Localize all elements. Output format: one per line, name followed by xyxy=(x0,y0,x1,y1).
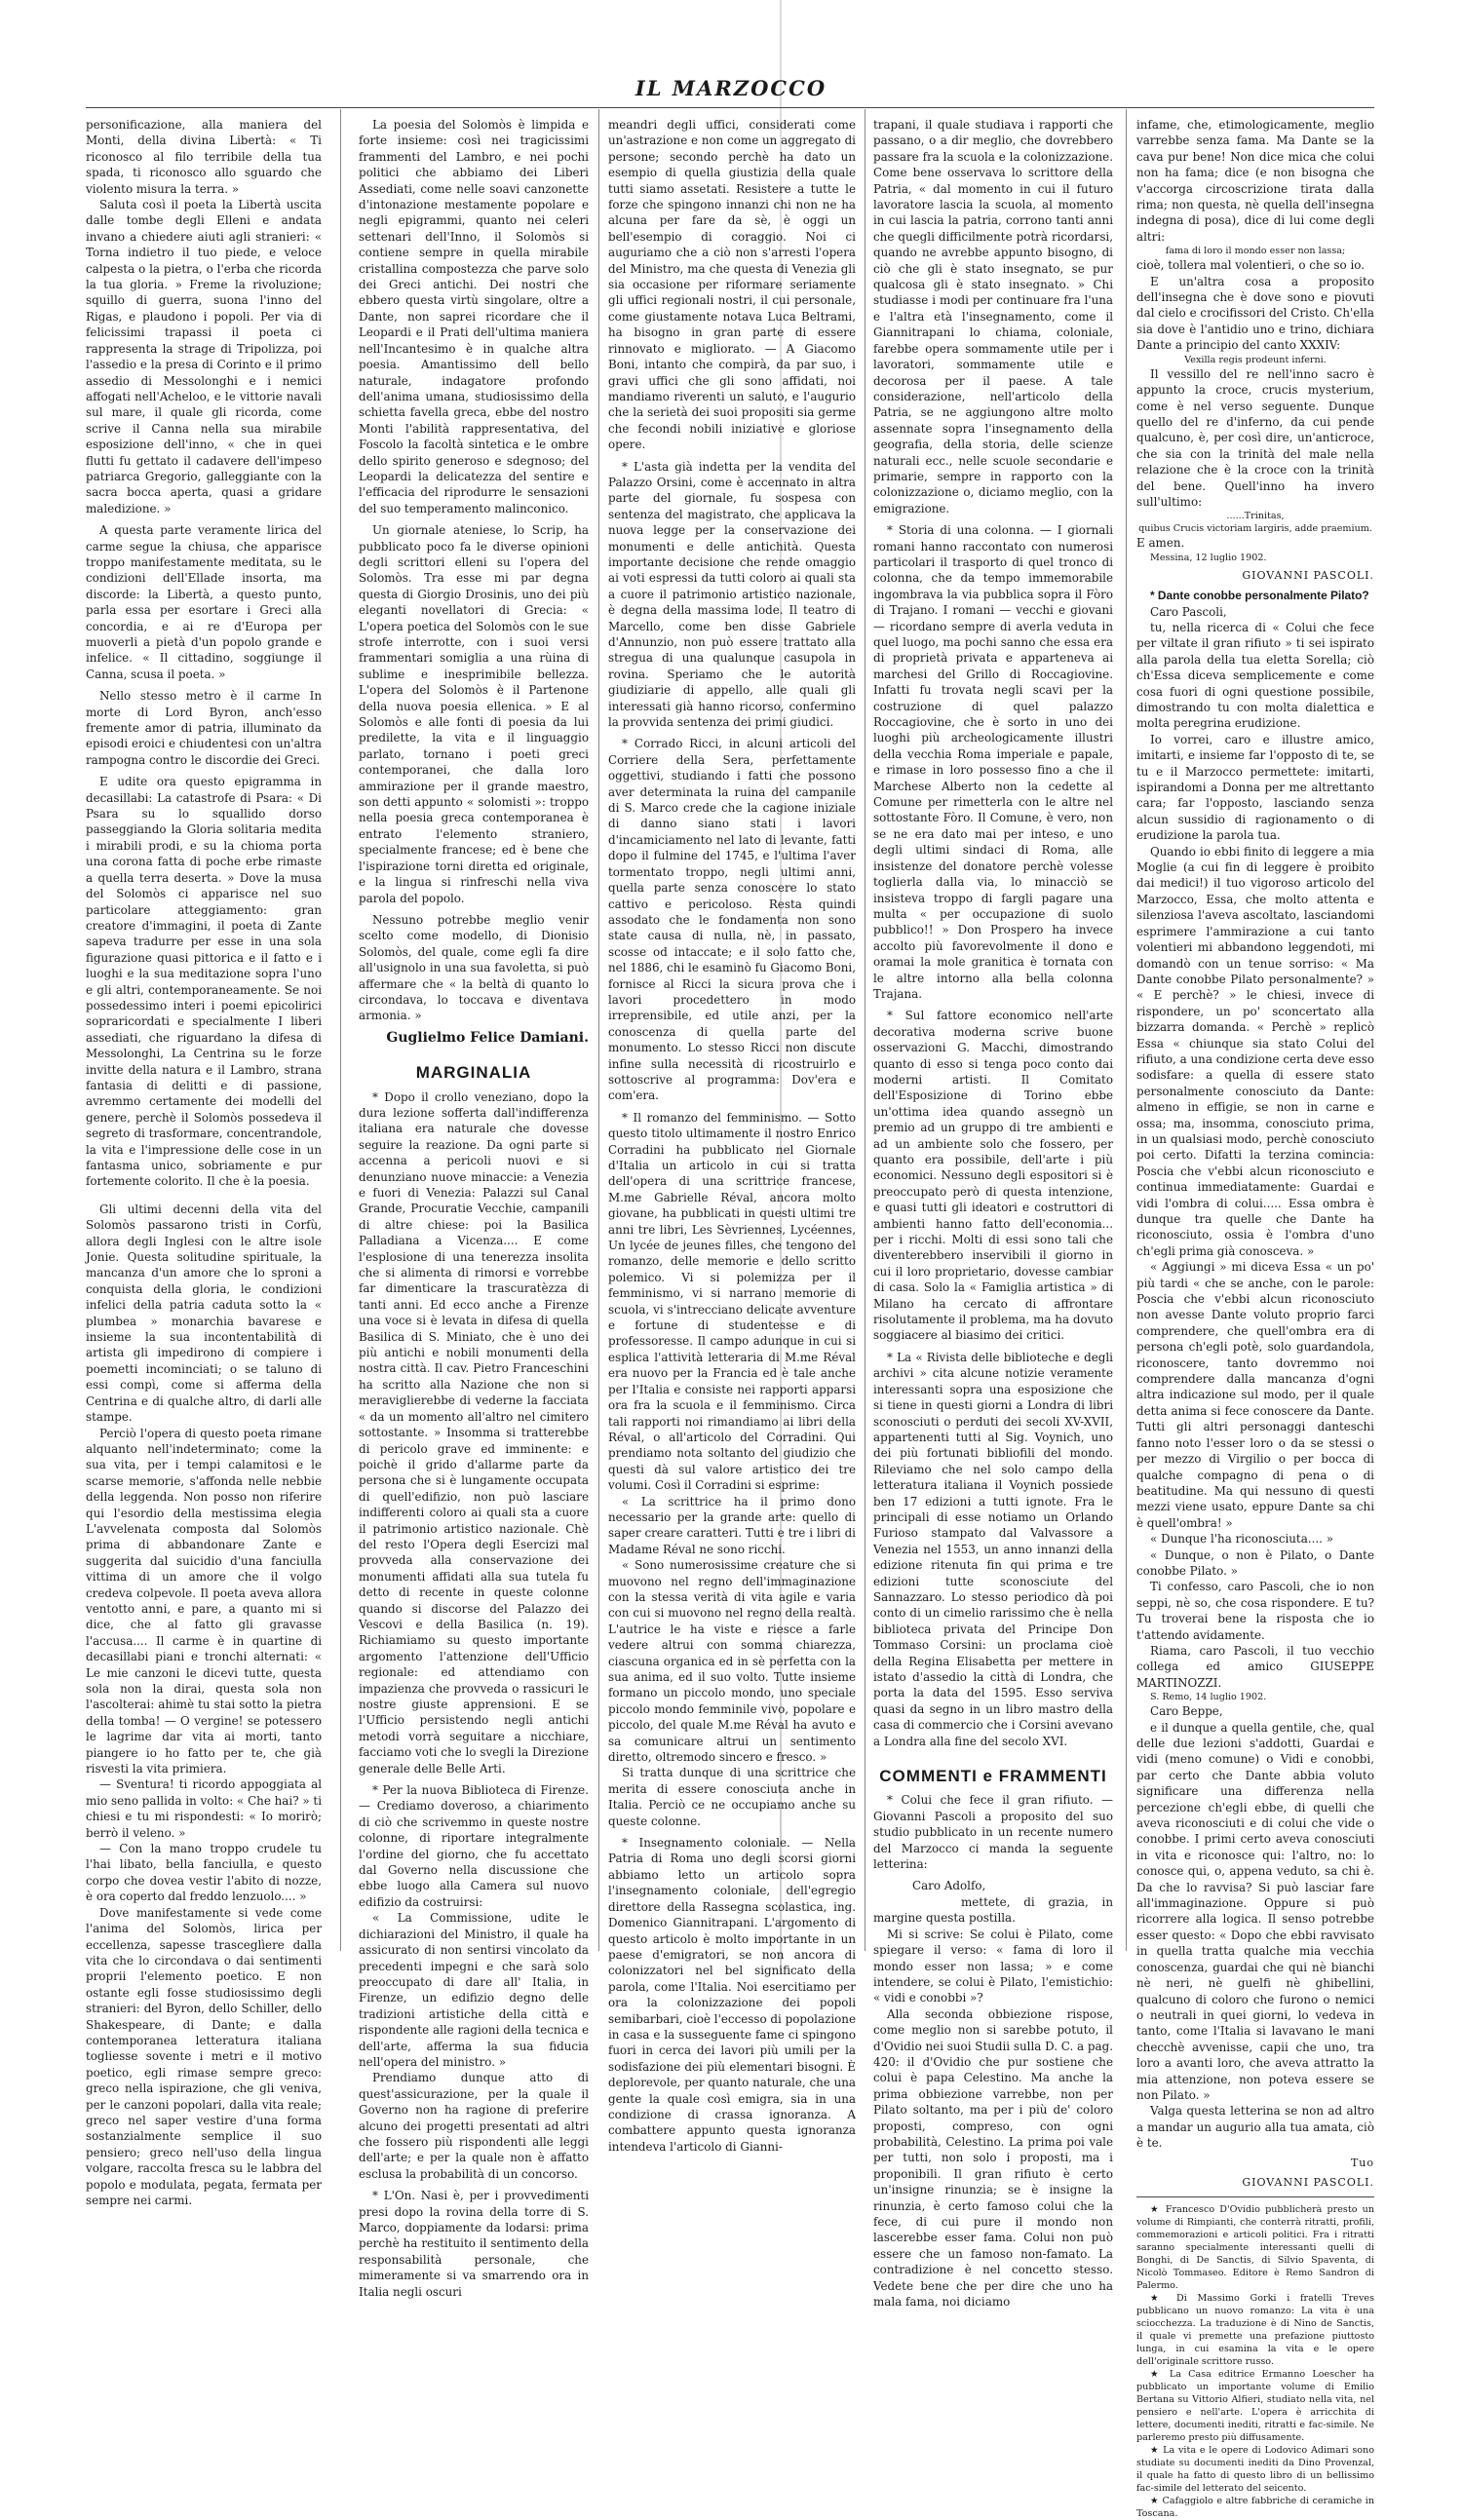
paragraph: Si tratta dunque di una scrittrice che merita di essere conosciuta anche in Italia. Perciò ce ne occupiamo anche su queste colonne. xyxy=(608,1766,856,1828)
paragraph: * Dopo il crollo veneziano, dopo la dura lezione sofferta dall'indifferenza italiana era naturale che dovesse seguire la reazione. Da ogni parte si accenna a pericoli nuovi e si denunziano nuove minaccie: a Venezia e fuori di Venezia: Palazzi sul Canal Grande, Procuratie Vecchie, campanili di altre chiese: poi la Basilica Palladiana a Vicenza.... E come l'esplosione di una tenerezza insolita che si alimenta di rimorsi e vorrebbe far dimenticare la trascuratèzza di tanti anni. Ed ecco anche a Firenze una voce si è levata in difesa di quella Basilica di S. Miniato, che è uno dei più antichi e nobili monumenti della nostra città. Il cav. Pietro Franceschini ha scritto alla Nazione che non si meraviglierebbe di vederne la facciata « da un momento all'altro nel cimitero sottostante. » Insomma si tratterebbe di pericolo grave ed imminente: e poichè il grido d'allarme parte da persona che si è lungamente occupata di quell'edifizio, non può lasciare indifferenti coloro ai quali sta a cuore il patrimonio artistico nazionale. Chè del resto l'Opera degli Esercizi mal provveda alla conservazione dei monumenti affidati alla sua tutela fu detto di recente in queste colonne quando si discorse del Palazzo dei Vescovi e della Basilica (n. 19). Richiamiamo su questo importante argomento l'attenzione dell'Ufficio regionale: ed attendiamo con impazienza che provveda o rassicuri le nostre giuste apprensioni. E se l'Ufficio persistendo negli antichi metodi vorrà seguitare a nicchiare, facciamo voti che lo svegli la Direzione generale delle Belle Arti. xyxy=(359,1089,589,1775)
paragraph: * Colui che fece il gran rifiuto. — Giovanni Pascoli a proposito del suo studio pubblicato in un recente numero del Marzocco ci manda la seguente letterina: xyxy=(873,1793,1113,1872)
dateline: S. Remo, 14 luglio 1902. xyxy=(1150,1692,1267,1703)
column-4 xyxy=(873,117,1113,2310)
paragraph: Ti confesso, caro Pascoli, che io non seppi, nè so, che cosa rispondere. E tu? Tu troverai bene la risposta che io t'attendo avidamente. xyxy=(1136,1580,1374,1642)
note-item: ★ Di Massimo Gorki i fratelli Treves pubblicano un nuovo romanzo: La vita è una sciocchezza. La traduzione è di Nino de Sanctis, il quale vi premette una prefazione piuttosto lunga, in cui esamina la vita e le opere dell'originale scrittore russo. xyxy=(1136,2293,1374,2368)
paragraph: « La scrittrice ha il primo dono necessario per la grande arte: quello di saper creare caratteri. Tutti e tre i libri di Madame Réval ne sono ricchi. xyxy=(608,1494,856,1556)
paragraph: * Sul fattore economico nell'arte decorativa moderna scrive buone osservazioni G. Macchi, dimostrando quanto di esso si tenga poco conto dai moderni artisti. Il Comitato dell'Esposizione di Torino ebbe un'ottima idea quando assegnò un premio ad un gruppo di tre ambienti e ad un ambiente solo che fossero, per quanto era possibile, dell'arte i più economici. Nessuno degli espositori si è preoccupato però di questa intenzione, e quasi tutti gli ideatori e costruttori di ambienti hanno fatto dell'economia... per i ricchi. Molti di essi sono tali che diventerebbero inservibili il giorno in cui il loro proprietario, dovesse cambiar di casa. Solo la « Famiglia artistica » di Milano ha cercato di affrontare risolutamente il problema, ma ha dovuto soggiacere al biasimo dei critici. xyxy=(873,1009,1113,1343)
verse-quote: Vexilla regis prodeunt inferni. xyxy=(1184,354,1327,365)
paragraph: Gli ultimi decenni della vita del Solomòs passarono tristi in Corfù, allora degli Inglesi con le altre isole Jonie. Questa solitudine spirituale, la mancanza d'un amore che lo sproni a conquista della gloria, le condizioni infelici della patria caduta sotto la « plumbea » monarchia bavarese e insieme la sua incontentabilità di artista gli impedirono di compiere i poemetti incominciati; o se taluno di essi compì, come si afferma della Centrina e di qualche altro, di darli alle stampe. xyxy=(86,1202,322,1425)
paragraph: — Sventura! ti ricordo appoggiata al mio seno pallida in volto: « Che hai? » ti chiesi e tu mi rispondesti: « Io morirò; berrò il veleno. » xyxy=(86,1777,322,1840)
note-item: ★ Cafaggiolo e altre fabbriche di ceramiche in Toscana. xyxy=(1136,2496,1374,2520)
column-1 xyxy=(86,117,322,2207)
paragraph: E udite ora questo epigramma in decasillabi: La catastrofe di Psara: « Di Psara su lo squallido dorso passeggiando la Gloria solitaria medita i mirabili prodi, e su la chioma porta una corona fatta di poche erbe rimaste a quella terra deserta. » Dove la musa del Solomòs ci apparisce nel suo particolare atteggiamento: gran creatore d'immagini, il poeta di Zante sapeva tradurre per esse in una sola figurazione quasi pittorica e il fatto e i luoghi e la sua meditazione sopra l'uno e gli altri, contemporaneamente. Se noi possedessimo interi i poemi epicolirici sopraricordati e specialmente I liberi assediati, che riguardano la difesa di Messolonghi, La Centrina su le forze invitte della natura e il Lambro, strana fantasia di delitti e di passione, avremmo certamente dei modelli del genere, perchè il Solomòs possedeva il segreto di trasformare, concentrandole, la vita e l'impressione delle cose in un fantasma unico, sobriamente e pur fortemente colorito. Il che è la poesia. xyxy=(86,775,322,1189)
author-signature: Guglielmo Felice Damiani. xyxy=(386,1029,589,1046)
paragraph: * Storia di una colonna. — I giornali romani hanno raccontato con numerosi particolari il trasporto di quel tronco di colonna, che da tempo immemorabile ingombrava la via pubblica sopra il Fòro di Trajano. I romani — vecchi e giovani — ricordano sempre di averla veduta in quel luogo, ma pochi sanno che essa era di proprietà privata e apparteneva ai marchesi del Grillo di Roccagiovine. Infatti fu trovata negli scavi per la costruzione di quel palazzo Roccagiovine, che è sorto in uno dei luoghi più archeologicamente illustri della vecchia Roma imperiale e papale, e rimase in loro possesso fino a che il Marchese Alberto non la cedette al Comune per rimetterla con le altre nel sottostante Fòro. Il Comune, è vero, non se ne era dato mai per inteso, e uno degli ultimi sindaci di Roma, alle insistenze del donatore perchè volesse toglierla dalla via, lo minacciò se insisteva troppo di fargli pagare una multa « per occupazione di suolo pubblico!! » Don Prospero ha invece accolto più favorevolmente il dono e oramai la mole granitica è tornata con le altre intorno alla bella colonna Trajana. xyxy=(873,523,1113,1001)
paragraph: * Per la nuova Biblioteca di Firenze. — Crediamo doveroso, a chiarimento di ciò che scrivemmo in queste nostre colonne, di riportare integralmente l'ordine del giorno, che fu accettato dal Governo nella discussione che ebbe luogo alla Camera sul nuovo edifizio da costruirsi: xyxy=(359,1783,589,1909)
paragraph: Perciò l'opera di questo poeta rimane alquanto nell'indeterminato; come la sua vita, per i tempi calamitosi e le scarse memorie, s'affonda nelle nebbie della leggenda. Non posso non riferire qui l'esordio della mestissima elegia L'avvelenata composta dal Solomòs prima di abbandonare Zante e suggerita dal suicidio d'una fanciulla vittima di un amore che il volgo credeva colpevole. Il poeta aveva allora ventotto anni, e pare, a quanto mi si dice, che al fatto gli gravasse l'accusa.... Il carme è in quartine di decasillabi piani e tronchi alternati: « Le mie canzoni le dicevi tutte, questa sola non la dirai, questa sola non l'ascolterai: ahimè tu stai sotto la pietra della tomba! — O vergine! se potessero le lagrime dar vita ai morti, tanto piangere io ho fatto per te, che già risvesti la vita primiera. xyxy=(86,1426,322,1776)
paragraph: E amen. xyxy=(1136,536,1185,551)
paragraph: Nello stesso metro è il carme In morte di Lord Byron, anch'esso fremente amor di patria, illuminato da episodi eroici e chiudentesi con un'altra rampogna contro le discordie dei Greci. xyxy=(86,689,322,767)
paragraph: * Insegnamento coloniale. — Nella Patria di Roma uno degli scorsi giorni abbiamo letto un articolo sopra l'insegnamento coloniale, dell'egregio direttore della Rassegna scolastica, ing. Domenico Giannitrapani. L'argomento di questo articolo è molto importante in un paese d'emigratori, se non ancora di colonizzatori nel bel significato della parola, come l'Italia. Noi esercitiamo per ora la colonizzazione dei popoli semibarbari, cioè l'eccesso di popolazione in casa e la susseguente fame ci spingono fuori in cerca dei lavori più umili per la sodisfazione dei più elementari bisogni. È deplorevole, per quanto naturale, che una gente la quale così emigra, sia in una condizione di crassa ignoranza. A combattere appunto questa ignoranza intendeva l'articolo di Gianni- xyxy=(608,1836,856,2154)
paragraph: * L'On. Nasi è, per i provvedimenti presi dopo la rovina della torre di S. Marco, doppiamente da lodarsi: prima perchè ha restituito il sentimento della responsabilità personale, che mimeramente si va smarrendo ora in Italia negli oscuri xyxy=(359,2189,589,2299)
author-signature: GIOVANNI PASCOLI. xyxy=(1242,2175,1374,2189)
paragraph: « Aggiungi » mi diceva Essa « un po' più tardi « che se anche, con le parole: Poscia che v'ebbi alcun riconosciuto non avesse Dante voluto proprio farci comprendere, che quell'ombra era di persona ch'egli potè, solo guardandola, riconoscere, tanto dovremmo noi comprendere dalla mancanza d'ogni altra indicazione sul modo, per il quale detta anima si fece conoscere da Dante. Tutti gli altri personaggi danteschi fanno noto l'esser loro o da se stessi o per mezzo di Virgilio o per bocca di qualche compagno di pena o di beatitudine. Ma qui nessuno di questi mezzi viene usato, eppure Dante sa chi è quell'ombra! » xyxy=(1136,1260,1374,1530)
paragraph: * Il romanzo del femminismo. — Sotto questo titolo ultimamente il nostro Enrico Corradini ha pubblicato nel Giornale d'Italia un articolo in cui si tratta dell'opera di una scrittrice francese, M.me Gabrielle Réval, ancora molto giovane, ha pubblicati in questi ultimi tre anni tre libri, Les Sèvriennes, Lycéennes, Un lycée de jeunes filles, che tengono del romanzo, delle memorie e dello scritto polemico. Vi si polemizza per il femminismo, vi si narrano memorie di scuola, vi s'intrecciano delicate avventure e fortune di studentesse e di professoresse. Il campo adunque in cui si esplica l'attività letteraria di M.me Réval era nuovo per la Francia ed è tale anche per l'Italia e consiste nei rapporti apparsi ora fra la scuola e il femminismo. Circa tali rapporti noi rimandiamo ai libri della Réval, o all'articolo del Corradini. Qui prendiamo nota soltanto del giudizio che questi dà sul valore artistico dei tre volumi. Così il Corradini si esprime: xyxy=(608,1110,856,1493)
paragraph: cioè, tollera mal volentieri, o che so io. xyxy=(1136,258,1365,273)
paragraph: personificazione, alla maniera del Monti, della divina Libertà: « Ti riconosco al filo terribile della tua spada, ti riconosco allo sguardo che violento misura la terra. » xyxy=(86,118,322,196)
paragraph: « La Commissione, udite le dichiarazioni del Ministro, il quale ha assicurato di non sentirsi vincolato da precedenti impegni e che sarà solo preoccupato di dare all' Italia, in Firenze, un edifizio degno delle tradizioni artistiche della città e rispondente alle ragioni della tecnica e dell'arte, afferma la sua fiducia nell'opera del ministro. » xyxy=(359,1911,589,2069)
column-divider xyxy=(1126,109,1127,1951)
note-item: ★ La Casa editrice Ermanno Loescher ha pubblicato un importante volume di Emilio Bertana su Vittorio Alfieri, studiato nella vita, nel pensiero e nell'arte. L'opera è arricchita di lettere, documenti inediti, ritratti e fac-simile. Ne parleremo presto più diffusamente. xyxy=(1136,2369,1374,2444)
header-rule xyxy=(86,107,1374,108)
column-3 xyxy=(608,117,856,2154)
section-title-commenti: COMMENTI e FRAMMENTI xyxy=(879,1767,1107,1786)
notes-rule xyxy=(1136,2196,1374,2197)
paragraph: Valga questa letterina se non ad altro a mandar un augurio alla tua amata, ciò è te. xyxy=(1136,2104,1374,2151)
paragraph: * Corrado Ricci, in alcuni articoli del Corriere della Sera, perfettamente oggettivi, studiando i fatti che possono aver determinata la ruina del campanile di S. Marco crede che la cagione iniziale di danno siano stati i lavori d'incamiciamento nel lato di levante, fatti dopo il fulmine del 1745, e l'ultima l'aver tormentato troppo, negli ultimi anni, quella parte senza conoscere lo stato cattivo e pericoloso. Resta quindi assodato che le fondamenta non sono state causa di nulla, nè, in passato, scosse od intaccate; e il solo fatto che, nel 1886, chi le esaminò fu Giacomo Boni, fornisce al Ricci la sicura prova che i lavori procedettero in modo irreprensibile, ed utile anzi, per la conoscenza di quella parte del monumento. Lo stesso Ricci non discute infine sulla necessità di ricostruirlo e sottoscrive al programma: Dov'era e com'era. xyxy=(608,737,856,1103)
paragraph: « Dunque, o non è Pilato, o Dante conobbe Pilato. » xyxy=(1136,1547,1374,1578)
column-5 xyxy=(1136,117,1374,2520)
paragraph: Io vorrei, caro e illustre amico, imitarti, e insieme far l'opposto di te, se tu e il Marzocco permettete: imitarti, ispirandomi a Donna per me altrettanto cara; far l'opposto, lasciando senza alcun sussidio di ragionamento o di erudizione la parola tua. xyxy=(1136,732,1374,843)
verse-quote: quibus Crucis victoriam largiris, adde praemium. xyxy=(1138,523,1372,535)
paragraph: trapani, il quale studiava i rapporti che passano, o a dir meglio, che dovrebbero passare fra la scuola e la colonizzazione. Come bene osservava lo scrittore della Patria, « dal momento in cui il futuro lavoratore lascia la scuola, al momento in cui lascia la patria, corrono tanti anni che quegli difficilmente potrà ricordarsi, quando ne avrebbe appunto bisogno, di ciò che gli è stato insegnato, se pur qualcosa gli è stato insegnato. » Chi studiasse i modi per continuare fra l'una e l'altra età l'insegnamento, come il Giannitrapani lo chiama, coloniale, farebbe opera sommamente utile per i lavoratori, sommamente utile e decorosa per il paese. A tale considerazione, nell'articolo della Patria, se ne aggiungono altre molto assennate sopra l'insegnamento della geografia, della storia, delle scienze naturali ecc., nelle scuole secondarie e primarie, sempre in rapporto con la colonizzazione o, diciamo meglio, con la emigrazione. xyxy=(873,118,1113,515)
author-signature: GIOVANNI PASCOLI. xyxy=(1242,568,1374,582)
paragraph: « Sono numerosissime creature che si muovono nel regno dell'immaginazione con la stessa verità di vita agile e varia con cui si muovono nel regno della realtà. L'autrice le ha viste e riesce a farle vedere altrui con somma chiarezza, ciascuna organica ed in sè perfetta con la sua anima, ed il suo volto. Tutte insieme formano un piccolo mondo, uno speciale piccolo mondo femminile vivo, popolare e piccolo, del quale M.me Réval ha avuto e sa comunicare altrui un sentimento diretto, oltremodo sincero e fresco. » xyxy=(608,1558,856,1765)
paragraph: E un'altra cosa a proposito dell'insegna che è dove sono e piovuti dal cielo e crocifissori del Cristo. Ch'ella sia dove è l'antidio uno e trino, dichiara Dante a principio del canto XXXIV: xyxy=(1136,274,1374,353)
paragraph: Prendiamo dunque atto di quest'assicurazione, per la quale il Governo non ha ragione di preferire alcuno dei progetti presentati ad altri che fossero più rispondenti alle leggi dell'arte; e per la quale non è affatto esclusa la probabilità di un concorso. xyxy=(359,2071,589,2181)
paragraph: Alla seconda obbiezione rispose, come meglio non si sarebbe potuto, il d'Ovidio nei suoi Studii sulla D. C. a pag. 420: il d'Ovidio che pur sostiene che colui è papa Celestino. Ma anche la prima obbiezione varrebbe, non per Pilato soltanto, ma per i più de' coloro proposti, compreso, con ogni probabilità, Celestino. La prima poi vale per tutti, non solo i proposti, ma i proponibili. Il gran rifiuto è certo un'insigne rinunzia; se è insigne la rinunzia, è certo famoso colui che la fece, di cui pure il mondo non lascerebbe esser fama. Colui non può essere che un famoso non-famato. La contradizione è nel concetto stesso. Vedete bene che per dire che uno ha mala fama, noi diciamo xyxy=(873,2006,1113,2310)
paragraph: Saluta così il poeta la Libertà uscita dalle tombe degli Elleni e andata invano a chiedere aiuti agli stranieri: « Torna indietro il tuo piede, e veloce calpesta o la pietra, o l'erba che ricorda la tua gloria. » Freme la rivoluzione; squillo di guerra, suona l'inno del Rigas, e plaudono i popoli. Per via di felicissimi trapassi il poeta ci rappresenta la strage di Tripolizza, poi l'assedio e la presa di Corinto e il primo assedio di Messolonghi e i nemici affogati nell'Acheloo, e le vittorie navali sul mare, il quale gli ricorda, come scrive il Canna nella sua mirabile esposizione dell'inno, « che in quei flutti fu gettato il cadavere dell'impeso patriarca Gregorio, galleggiante con la sacra bocca aperta, quasi a gridare maledizione. » xyxy=(86,198,322,515)
paragraph: Dove manifestamente si vede come l'anima del Solomòs, lirica per eccellenza, sapesse trasceglìere dalla vita che lo circondava o dai sentimenti proprii l'elemento poetico. E non ostante egli fosse studiosissimo degli stranieri: del Byron, dello Schiller, dello Shakespeare, di Dante; e dalla contemporanea letteratura italiana togliesse sovente i metri e il motivo poetico, egli rimase sempre greco: greco nella ispirazione, che gli veniva, per le canzoni popolari, dalla vita reale; greco nel saper vestire d'una forma sostanzialmente semplice il suo pensiero; greco nell'uso della lingua volgare, raccolta fresca su le labbra del popolo e modulata, pegata, fermata per sempre nei carmi. xyxy=(86,1905,322,2207)
paragraph: Nessuno potrebbe meglio venir scelto come modello, di Dionisio Solomòs, del quale, come egli fa dire all'usignolo in una sua favoletta, si può affermare che « la beltà di quanto lo circondava, lo toccava e diventava armonia. » xyxy=(359,912,589,1023)
paragraph: * L'asta già indetta per la vendita del Palazzo Orsini, come è accennato in altra parte del giornale, fu sospesa con sentenza del magistrato, che applicava la nuova legge per la conservazione dei monumenti e delle antichità. Questa importante decisione che rende omaggio ai voti espressi da tutti coloro ai quali sta a cuore il patrimonio artistico nazionale, è degna della massima lode. Il teatro di Marcello, come ben disse Gabriele d'Annunzio, non può essere trattato alla stregua di una qualunque casupola in rovina. Speriamo che le autorità giudiziarie di appello, alle quali gli interessati già hanno ricorso, confermino la provvida sentenza dei primi giudici. xyxy=(608,459,856,730)
paragraph: e il dunque a quella gentile, che, qual delle due lezioni s'addotti, Guardai e vidi (meno comune) o Vidi e conobbi, par certo che Dante abbia voluto significare una differenza nella percezione ch'egli ebbe, di quelli che aveva riconosciuti e di colui che vide o conobbe. I primi certo aveva conosciuti in vita e riconosce qui: l'altro, no: lo conosce qui, o, appena veduto, sa chi è. Da che lo ravvisa? Si può lasciar fare all'immaginazione. Oppure si può ricorrere alla logica. Il senso potrebbe esser questo: « Dopo che ebbi ravvisato in quella tratta qualche mia vecchia conoscenza, guardai che qui nè bianchi nè neri, nè guelfi nè ghibellini, qualcuno di coloro che furono o nemici o neutrali in quei giorni, lo vedeva in tanto, come l'Italia si lavavano le mani checchè avvenisse, capii che uno, tra loro a avanti loro, che aveva attratto la mia attenzione, non poteva essere se non Pilato. » xyxy=(1136,1720,1374,2102)
note-item: ★ La vita e le opere di Lodovico Adimari sono studiate su documenti inediti da Dino Provenzal, il quale ha fatto di questo libro di un bellissimo fac-simile del letterato del seicento. xyxy=(1136,2445,1374,2495)
paragraph: Il vessillo del re nell'inno sacro è appunto la croce, crucis mysterium, come è nel verso seguente. Dunque quello del re d'inferno, da cui pende qualcuno, è, per così dire, un'anticroce, che sia con la trinità del male nella relazione che è la croce con la trinità del bene. Quell'inno ha invero sull'ultimo: xyxy=(1136,366,1374,509)
paragraph: Caro Adolfo, xyxy=(912,1879,986,1893)
subheading: * Dante conobbe personalmente Pilato? xyxy=(1150,589,1369,603)
closing-word: Tuo xyxy=(1350,2156,1374,2169)
paragraph: * La « Rivista delle biblioteche e degli archivi » cita alcune notizie veramente interessanti sopra una esposizione che si tiene in questi giorni a Londra di libri sconosciuti o perduti dei secoli XV-XVII, appartenenti tutti al Sig. Voynich, uno dei più fortunati bibliofili del mondo. Rileviamo che nel solo campo della letteratura italiana il Voynich possiede ben 17 edizioni a tutti ignote. Fra le principali di esse notiamo un Orlando Furioso stampato dal Valvassore a Venezia nel 1553, un anno innanzi della edizione ritenuta fin qui prima e tre edizioni tutte sconosciute del Sannazzaro. Lo stesso periodico dà poi conto di un cimelio rarissimo che è nella biblioteca privata del Principe Don Tommaso Corsini: un proclama cioè della Regina Elisabetta per mettere in istato d'assedio la città di Londra, che porta la data del 1595. Esso serviva quasi da segno in un libro mastro della casa di commercio che i Corsini avevano a Londra alla fine del secolo XVI. xyxy=(873,1350,1113,1748)
verse-quote: ......Trinitas, xyxy=(1226,511,1285,522)
paragraph: Mi si scrive: Se colui è Pilato, come spiegare il verso: « fama di loro il mondo esser non lassa; » e come intendere, se colui è Pilato, l'emistichio: « vidi e conobbi »? xyxy=(873,1927,1113,2005)
dateline: Messina, 12 luglio 1902. xyxy=(1150,552,1267,563)
paragraph: A questa parte veramente lirica del carme segue la chiusa, che apparisce troppo manifestamente meditata, su le condizioni dell'Ellade insorta, ma discorde: la Libertà, a questo punto, parla essa per esortare i Greci alla concordia, e ai re d'Europa per muoverli a pietà d'un popolo grande e infelice. « Il cittadino, soggiunge il Canna, scusa il poeta. » xyxy=(86,523,322,681)
paragraph: Quando io ebbi finito di leggere a mia Moglie (a cui fin di leggere è proibito dai medici!) il tuo vigoroso articolo del Marzocco, Essa, che molto attenta e silenziosa l'aveva ascoltato, lasciandomi esprimere l'ammirazione a cui tanto volentieri mi abbandono leggendoti, mi domandò con un tenue sorriso: « Ma Dante conobbe Pilato personalmente? » « E perchè? » le chiesi, invece di rispondere, un po' sconcertato alla bizzarra domanda. « Perchè » replicò Essa « chiunque sia stato Colui del rifiuto, a una condizione certa deve esso sodisfare: a quella di essere stato personalmente conosciuto da Dante: almeno in effigie, se non in carne e ossa; ma, insomma, conosciuto prima, in un qualsiasi modo, perchè conosciuto poi certo. Difatti la terzina comincia: Poscia che v'ebbi alcun riconosciuto e continua immediatamente: Guardai e vidi l'ombra di colui..... Essa ombra è dunque tra quelle che Dante ha riconosciuto, ossia è l'ombra d'uno ch'egli prima già conosceva. » xyxy=(1136,844,1374,1258)
column-divider xyxy=(340,109,341,1951)
paragraph: meandri degli uffici, considerati come un'astrazione e non come un aggregato di persone; secondo perchè ha dato un esempio di quella giustizia della quale tutti siamo assetati. Resistere a tutte le forze che spingono innanzi chi non ne ha alcuna per fare da sè, è oggi un bell'esempio di coraggio. Noi ci auguriamo che a ciò non s'arresti l'opera del Ministro, ma che questa di Venezia gli sia occasione per riformare seriamente gli uffici regionali nostri, il cui personale, come giustamente notava Luca Beltrami, ha bisogno in gran parte di essere rinnovato e migliorato. — A Giacomo Boni, intanto che compirà, da par suo, i gravi uffici che gli sono affidati, noi mandiamo riverenti un saluto, e l'augurio che la serietà dei suoi propositi sia germe che fecondi nobili iniziative e gloriose opere. xyxy=(608,118,856,452)
column-divider xyxy=(865,109,866,1951)
paragraph: mettete, di grazia, in margine questa postilla. xyxy=(873,1894,1113,1926)
paragraph: « Dunque l'ha riconosciuta.... » xyxy=(1150,1532,1333,1546)
column-2 xyxy=(359,117,589,2299)
masthead-title: IL MARZOCCO xyxy=(635,76,827,100)
paragraph: infame, che, etimologicamente, meglio varrebbe senza fama. Ma Dante se la cava pur bene! Non dice mica che colui non ha fama; dice (e non bisogna che v'accorga circoscrizione tirata dalla rima; non questa, nè quella dell'insegna indegna di posa), dice di lui come degli altri: xyxy=(1136,118,1374,244)
paragraph: Riama, caro Pascoli, il tuo vecchio collega ed amico GIUSEPPE MARTINOZZI. xyxy=(1136,1643,1374,1690)
paragraph: Caro Pascoli, xyxy=(1150,604,1227,619)
masthead xyxy=(0,76,1462,105)
note-item: ★ Francesco D'Ovidio pubblicherà presto un volume di Rimpianti, che conterrà ritratti, profili, commemorazioni e articoli politici. Fra i ritratti saranno specialmente interessanti quelli di Bonghi, di De Sanctis, di Silvio Spaventa, di Nicolò Tommaseo. Editore è Remo Sandron di Palermo. xyxy=(1136,2204,1374,2292)
paragraph: Caro Beppe, xyxy=(1150,1704,1223,1719)
verse-quote: fama di loro il mondo esser non lassa; xyxy=(1165,246,1346,257)
paragraph: Un giornale ateniese, lo Scrip, ha pubblicato poco fa le diverse opinioni degli scrittori elleni su l'opera del Solomòs. Tra esse mi par degna questa di Giorgio Drosinis, uno dei più eleganti novellatori di Grecia: « L'opera poetica del Solomòs con le sue strofe interrotte, con i suoi versi frammentari somiglia a una rùina di sublime e inesprimibile bellezza. L'opera del Solomòs è il Partenone della nuova poesia ellenica. » E al Solomòs e alle fonti di poesia da lui predilette, la vita e il linguaggio parlato, tornano i poeti greci contemporanei, che dalla loro ammirazione per il grande maestro, son detti appunto « solomisti »: troppo nella poesia greca contemporanea è entrato l'elemento straniero, specialmente francese; ed è bene che l'ispirazione torni diretta ed originale, e la lingua si rinfreschi nella viva parola del popolo. xyxy=(359,523,589,905)
paragraph: tu, nella ricerca di « Colui che fece per viltate il gran rifiuto » ti sei ispirato alla parola della tua eletta Sorella; ciò ch'Essa diceva semplicemente e come cosa fuori di ogni questione possibile, dimostrando tu con molta dialettica e molta peregrina erudizione. xyxy=(1136,620,1374,731)
paragraph: La poesia del Solomòs è limpida e forte insieme: così nei tragicissimi frammenti del Lambro, e nei pochi politici che abbiamo dei Liberi Assediati, come nelle soavi canzonette d'intonazione mestamente popolare e negli epigrammi, quanto nei celeri settenari dell'Inno, il Solomòs si contiene sempre in quella mirabile cristallina compostezza che parve solo dei Greci antichi. Dei nostri che ebbero questa virtù singolare, oltre a Dante, non saprei ricordare che il Leopardi e il Prati dell'ultima maniera nell'Incantesimo è in qualche altra poesia. Amantissimo dell bello naturale, indagatore profondo dell'anima umana, studiosissimo della schietta favella greca, ebbe del nostro Monti l'abilità rappresentativa, del Foscolo la facoltà sintetica e le ombre dello spirito generoso e sdegnoso; del Leopardi la delicatezza del sentire e l'efficacia del riprodurre le sensazioni del suo temperamento malinconico. xyxy=(359,118,589,515)
column-divider xyxy=(598,109,599,1951)
paragraph: — Con la mano troppo crudele tu l'hai libato, bella fanciulla, e questo corpo che dovea vestir l'abito di nozze, è ora coperto dal freddo lenzuolo.... » xyxy=(86,1842,322,1904)
section-title-marginalia: MARGINALIA xyxy=(415,1063,532,1083)
